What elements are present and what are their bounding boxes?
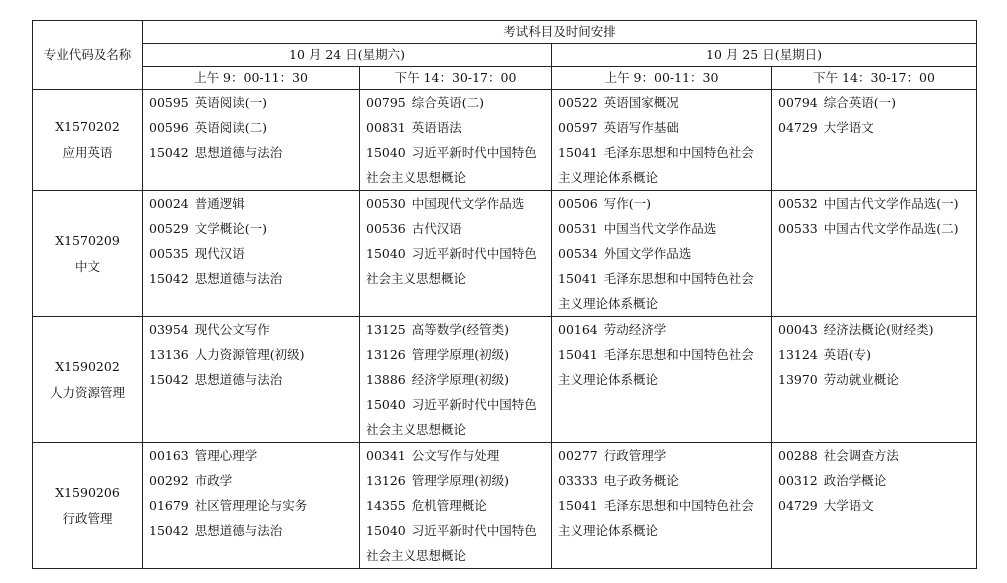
subject-line (366, 392, 545, 417)
subject-name: 古代汉语 (411, 221, 462, 236)
subject-name: 经济法概论(财经类) (823, 322, 934, 337)
subject-name: 劳动经济学 (603, 322, 667, 337)
subject-name: 社会主义思想概论 (366, 271, 467, 286)
subject-code: 00024 (149, 196, 189, 211)
subject-line (558, 291, 765, 316)
subject-name: 高等数学(经管类) (411, 322, 510, 337)
subject-line (558, 241, 765, 266)
subjects-cell-d2am (552, 90, 772, 191)
subject-name: 管理心理学 (194, 448, 258, 463)
subject-name: 经济学原理(初级) (411, 372, 510, 387)
subject-name: 思想道德与法治 (194, 145, 283, 160)
subject-name: 中国当代文学作品选 (603, 221, 717, 236)
major-code: X1590206 (55, 484, 120, 500)
subject-code: 13136 (149, 347, 189, 362)
subject-name: 毛泽东思想和中国特色社会 (603, 145, 754, 160)
subject-code: 15042 (149, 523, 189, 538)
subjects-cell-d1pm (360, 317, 552, 443)
major-name: 应用英语 (62, 145, 113, 160)
subject-code: 13125 (366, 322, 406, 337)
subject-code: 03954 (149, 322, 189, 337)
subject-code: 00163 (149, 448, 189, 463)
subject-name: 社会主义思想概论 (366, 548, 467, 563)
subject-line (366, 266, 545, 291)
subject-name: 毛泽东思想和中国特色社会 (603, 347, 754, 362)
schedule-body (33, 90, 977, 569)
major-column-header: 专业代码及名称 (33, 21, 143, 90)
subject-line (149, 191, 353, 216)
subject-code: 15040 (366, 397, 406, 412)
subject-name: 主义理论体系概论 (558, 372, 659, 387)
major-row (33, 90, 977, 191)
subject-line (558, 443, 765, 468)
subject-code: 00043 (778, 322, 818, 337)
day1-pm-header: 下午 14：30-17：00 (360, 67, 552, 90)
subject-line (149, 493, 353, 518)
day1-am-header: 上午 9：00-11：30 (143, 67, 360, 90)
day1-header: 10 月 24 日(星期六) (143, 44, 552, 67)
subject-name: 现代公文写作 (194, 322, 270, 337)
subject-code: 00831 (366, 120, 406, 135)
subject-line (149, 266, 353, 291)
subject-line (149, 443, 353, 468)
subject-code: 04729 (778, 498, 818, 513)
subjects-cell-d2pm (772, 317, 977, 443)
subject-name: 人力资源管理(初级) (194, 347, 305, 362)
subject-code: 13886 (366, 372, 406, 387)
subject-name: 英语阅读(二) (194, 120, 268, 135)
subject-name: 中国现代文学作品选 (411, 196, 525, 211)
subject-code: 14355 (366, 498, 406, 513)
subject-line (558, 115, 765, 140)
subject-code: 15041 (558, 271, 598, 286)
subject-name: 习近平新时代中国特色 (411, 523, 537, 538)
subject-line (558, 493, 765, 518)
schedule-title: 考试科目及时间安排 (143, 21, 977, 44)
subjects-cell-d1am (143, 191, 360, 317)
subject-code: 00794 (778, 95, 818, 110)
subject-code: 00597 (558, 120, 598, 135)
major-cell (33, 443, 143, 569)
subject-line (149, 342, 353, 367)
subject-code: 13126 (366, 347, 406, 362)
subject-code: 00595 (149, 95, 189, 110)
subject-code: 01679 (149, 498, 189, 513)
subject-line (149, 90, 353, 115)
subject-line (366, 367, 545, 392)
subject-code: 00341 (366, 448, 406, 463)
subject-code: 00795 (366, 95, 406, 110)
subjects-cell-d1am (143, 443, 360, 569)
subject-code: 00506 (558, 196, 598, 211)
subject-line (366, 317, 545, 342)
subject-code: 15040 (366, 523, 406, 538)
major-row (33, 317, 977, 443)
subject-line (558, 367, 765, 392)
subject-name: 现代汉语 (194, 246, 245, 261)
subject-name: 行政管理学 (603, 448, 667, 463)
major-cell (33, 317, 143, 443)
subject-name: 主义理论体系概论 (558, 296, 659, 311)
subject-name: 毛泽东思想和中国特色社会 (603, 271, 754, 286)
day2-pm-header: 下午 14：30-17：00 (772, 67, 977, 90)
subject-line (558, 191, 765, 216)
subject-line (366, 468, 545, 493)
subject-line (149, 367, 353, 392)
subject-line (149, 140, 353, 165)
subject-line (558, 317, 765, 342)
subject-line (366, 241, 545, 266)
subject-line (366, 543, 545, 568)
subject-code: 00312 (778, 473, 818, 488)
major-row (33, 191, 977, 317)
subject-code: 00164 (558, 322, 598, 337)
subjects-cell-d2am (552, 191, 772, 317)
subject-code: 00535 (149, 246, 189, 261)
major-cell (33, 191, 143, 317)
subject-line (149, 468, 353, 493)
subjects-cell-d2pm (772, 443, 977, 569)
subject-line (149, 216, 353, 241)
subject-code: 00522 (558, 95, 598, 110)
major-code: X1570202 (55, 119, 120, 134)
subjects-cell-d1am (143, 90, 360, 191)
subject-name: 主义理论体系概论 (558, 170, 659, 185)
subjects-cell-d1pm (360, 191, 552, 317)
subject-name: 政治学概论 (823, 473, 887, 488)
major-code: X1590202 (55, 358, 120, 374)
subject-name: 思想道德与法治 (194, 372, 283, 387)
subject-code: 00292 (149, 473, 189, 488)
subject-line (778, 317, 970, 342)
subject-name: 英语(专) (823, 347, 872, 362)
subject-name: 英语语法 (411, 120, 462, 135)
subjects-cell-d1am (143, 317, 360, 443)
subject-line (778, 493, 970, 518)
subject-line (366, 443, 545, 468)
subject-code: 00534 (558, 246, 598, 261)
subject-line (778, 468, 970, 493)
major-name: 人力资源管理 (49, 384, 125, 400)
subject-code: 03333 (558, 473, 598, 488)
subject-line (778, 216, 970, 241)
subject-line (366, 493, 545, 518)
subject-code: 00288 (778, 448, 818, 463)
subject-name: 社会主义思想概论 (366, 170, 467, 185)
subject-name: 思想道德与法治 (194, 523, 283, 538)
subject-name: 写作(一) (603, 196, 652, 211)
subject-name: 社区管理理论与实务 (194, 498, 308, 513)
subject-code: 00531 (558, 221, 598, 236)
subject-name: 习近平新时代中国特色 (411, 246, 537, 261)
subject-line (558, 165, 765, 190)
subject-code: 15042 (149, 372, 189, 387)
subject-name: 危机管理概论 (411, 498, 487, 513)
subject-line (778, 443, 970, 468)
subject-name: 公文写作与处理 (411, 448, 500, 463)
subject-line (558, 342, 765, 367)
subject-code: 15041 (558, 347, 598, 362)
exam-schedule-table (32, 20, 977, 569)
subjects-cell-d1pm (360, 443, 552, 569)
subject-line (366, 216, 545, 241)
subject-code: 15040 (366, 145, 406, 160)
subject-code: 15040 (366, 246, 406, 261)
subject-line (149, 518, 353, 543)
subject-code: 00596 (149, 120, 189, 135)
subject-name: 中国古代文学作品选(二) (823, 221, 959, 236)
subjects-cell-d2am (552, 443, 772, 569)
major-cell (33, 90, 143, 191)
subject-code: 00536 (366, 221, 406, 236)
subject-code: 13124 (778, 347, 818, 362)
subject-name: 大学语文 (823, 498, 874, 513)
subject-name: 英语写作基础 (603, 120, 679, 135)
subject-line (366, 417, 545, 442)
subject-name: 普通逻辑 (194, 196, 245, 211)
subject-code: 00532 (778, 196, 818, 211)
subject-line (149, 115, 353, 140)
subject-name: 社会调查方法 (823, 448, 899, 463)
subject-name: 毛泽东思想和中国特色社会 (603, 498, 754, 513)
subject-line (149, 241, 353, 266)
subject-name: 管理学原理(初级) (411, 473, 510, 488)
subject-code: 15042 (149, 271, 189, 286)
subject-line (366, 518, 545, 543)
subjects-cell-d1pm (360, 90, 552, 191)
subject-name: 社会主义思想概论 (366, 422, 467, 437)
subject-name: 电子政务概论 (603, 473, 679, 488)
subject-name: 思想道德与法治 (194, 271, 283, 286)
subject-line (366, 140, 545, 165)
subject-name: 综合英语(一) (823, 95, 897, 110)
subject-code: 15041 (558, 498, 598, 513)
subject-line (778, 191, 970, 216)
subject-line (149, 317, 353, 342)
major-name: 行政管理 (62, 510, 113, 526)
subject-code: 13970 (778, 372, 818, 387)
major-code: X1570209 (55, 232, 120, 248)
subject-line (366, 342, 545, 367)
subject-name: 劳动就业概论 (823, 372, 899, 387)
day2-header: 10 月 25 日(星期日) (552, 44, 977, 67)
subject-line (366, 165, 545, 190)
subject-line (778, 367, 970, 392)
subject-name: 管理学原理(初级) (411, 347, 510, 362)
subject-name: 文学概论(一) (194, 221, 268, 236)
subject-code: 15041 (558, 145, 598, 160)
subject-line (778, 115, 970, 140)
subject-line (558, 518, 765, 543)
subject-line (558, 216, 765, 241)
subject-line (778, 90, 970, 115)
subject-name: 习近平新时代中国特色 (411, 145, 537, 160)
subjects-cell-d2am (552, 317, 772, 443)
subject-line (366, 90, 545, 115)
subject-line (366, 115, 545, 140)
subject-name: 英语国家概况 (603, 95, 679, 110)
subject-line (558, 266, 765, 291)
subject-line (558, 90, 765, 115)
subject-code: 04729 (778, 120, 818, 135)
subject-name: 英语阅读(一) (194, 95, 268, 110)
subject-line (558, 468, 765, 493)
major-name: 中文 (74, 258, 100, 274)
subject-code: 15042 (149, 145, 189, 160)
subject-name: 中国古代文学作品选(一) (823, 196, 959, 211)
subject-line (558, 140, 765, 165)
subject-code: 00529 (149, 221, 189, 236)
major-row (33, 443, 977, 569)
subject-line (366, 191, 545, 216)
subject-name: 主义理论体系概论 (558, 523, 659, 538)
subject-line (778, 342, 970, 367)
subject-code: 00530 (366, 196, 406, 211)
subject-code: 00533 (778, 221, 818, 236)
subjects-cell-d2pm (772, 90, 977, 191)
subject-name: 综合英语(二) (411, 95, 485, 110)
subject-code: 13126 (366, 473, 406, 488)
subject-name: 外国文学作品选 (603, 246, 692, 261)
subject-name: 市政学 (194, 473, 233, 488)
subject-name: 大学语文 (823, 120, 874, 135)
subject-name: 习近平新时代中国特色 (411, 397, 537, 412)
subject-code: 00277 (558, 448, 598, 463)
day2-am-header: 上午 9：00-11：30 (552, 67, 772, 90)
subjects-cell-d2pm (772, 191, 977, 317)
